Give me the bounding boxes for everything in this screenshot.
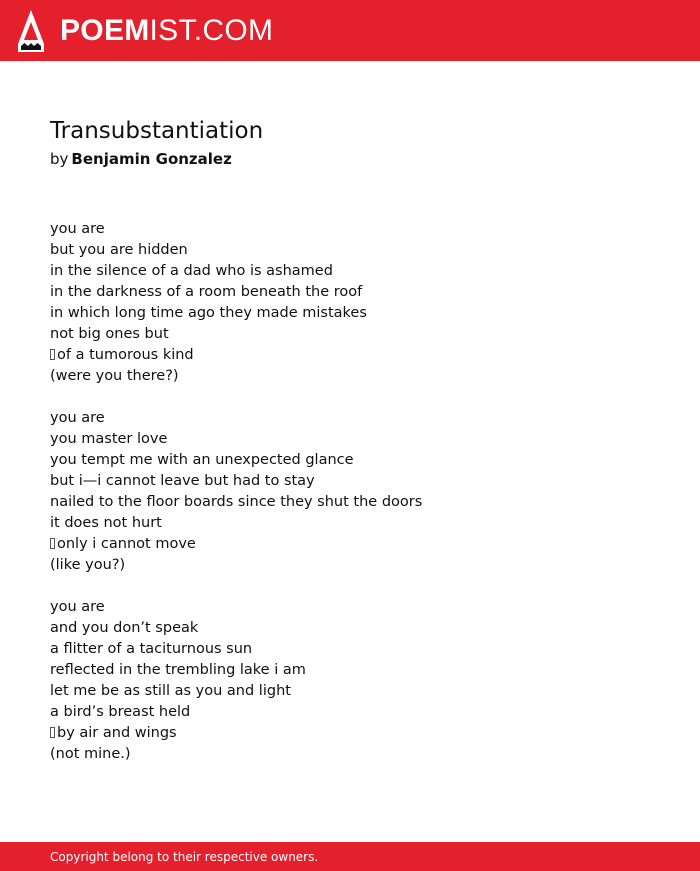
poem-line-text: but i—i cannot leave but had to stay <box>50 473 315 489</box>
missing-glyph-icon <box>50 349 55 360</box>
missing-glyph-icon <box>50 538 55 549</box>
poem-line-text: only i cannot move <box>57 536 196 552</box>
poem-author[interactable]: Benjamin Gonzalez <box>71 150 232 168</box>
poem-line <box>50 429 650 450</box>
poem-line-text: in which long time ago they made mistakes <box>50 305 367 321</box>
poem-line <box>50 639 650 660</box>
poem-line <box>50 681 650 702</box>
poem-line <box>50 660 650 681</box>
poem-line-text: and you don’t speak <box>50 620 199 636</box>
logo-text-bold: POEM <box>60 14 150 47</box>
poem-line <box>50 282 650 303</box>
poem-line <box>50 408 650 429</box>
poem-line <box>50 303 650 324</box>
poem-line <box>50 450 650 471</box>
poem-byline <box>50 149 232 169</box>
poem-line-text: in the silence of a dad who is ashamed <box>50 263 333 279</box>
poem-line <box>50 534 650 555</box>
poem-line-text: a flitter of a taciturnous sun <box>50 641 253 657</box>
logo-text-light: IST.COM <box>149 14 274 47</box>
copyright-notice: Copyright belong to their respective owners. <box>50 850 319 864</box>
poem-body <box>50 219 650 786</box>
poem-line <box>50 723 650 744</box>
poem-line-text: let me be as still as you and light <box>50 683 291 699</box>
poem-line-text: you are <box>50 410 105 426</box>
site-logo-text <box>60 16 273 46</box>
poem-line <box>50 261 650 282</box>
poem-line <box>50 366 650 387</box>
byline-label: by <box>50 150 69 168</box>
poem-line-text: by air and wings <box>57 725 177 741</box>
poem-stanza <box>50 408 650 576</box>
poem-line-text: you master love <box>50 431 168 447</box>
poem-line-text: (not mine.) <box>50 746 131 762</box>
poem-line-text: reflected in the trembling lake i am <box>50 662 306 678</box>
poem-line <box>50 492 650 513</box>
poem-line-text: (like you?) <box>50 557 126 573</box>
poem-line <box>50 555 650 576</box>
poem-line <box>50 744 650 765</box>
site-footer <box>0 842 700 871</box>
poem-line <box>50 513 650 534</box>
poem-line-text: a bird’s breast held <box>50 704 191 720</box>
poem-line-text: you are <box>50 221 105 237</box>
poem-line <box>50 702 650 723</box>
poem-stanza <box>50 219 650 387</box>
poem-line-text: but you are hidden <box>50 242 188 258</box>
poem-line <box>50 597 650 618</box>
poem-line-text: in the darkness of a room beneath the roof <box>50 284 363 300</box>
missing-glyph-icon <box>50 727 55 738</box>
poem-line <box>50 345 650 366</box>
poem-line <box>50 324 650 345</box>
poem-line-text: you tempt me with an unexpected glance <box>50 452 354 468</box>
site-logo-link[interactable] <box>18 8 273 54</box>
pencil-tip-icon <box>18 10 44 52</box>
poem-line-text: not big ones but <box>50 326 169 342</box>
poem-line-text: you are <box>50 599 105 615</box>
poem-line-text: of a tumorous kind <box>57 347 194 363</box>
poem-line <box>50 471 650 492</box>
poem-stanza <box>50 597 650 765</box>
poem-line <box>50 219 650 240</box>
poem-title: Transubstantiation <box>50 118 264 144</box>
poem-line <box>50 240 650 261</box>
site-header <box>0 0 700 61</box>
poem-line-text: (were you there?) <box>50 368 179 384</box>
poem-line <box>50 618 650 639</box>
poem-line-text: nailed to the floor boards since they shut the doors <box>50 494 423 510</box>
poem-line-text: it does not hurt <box>50 515 162 531</box>
